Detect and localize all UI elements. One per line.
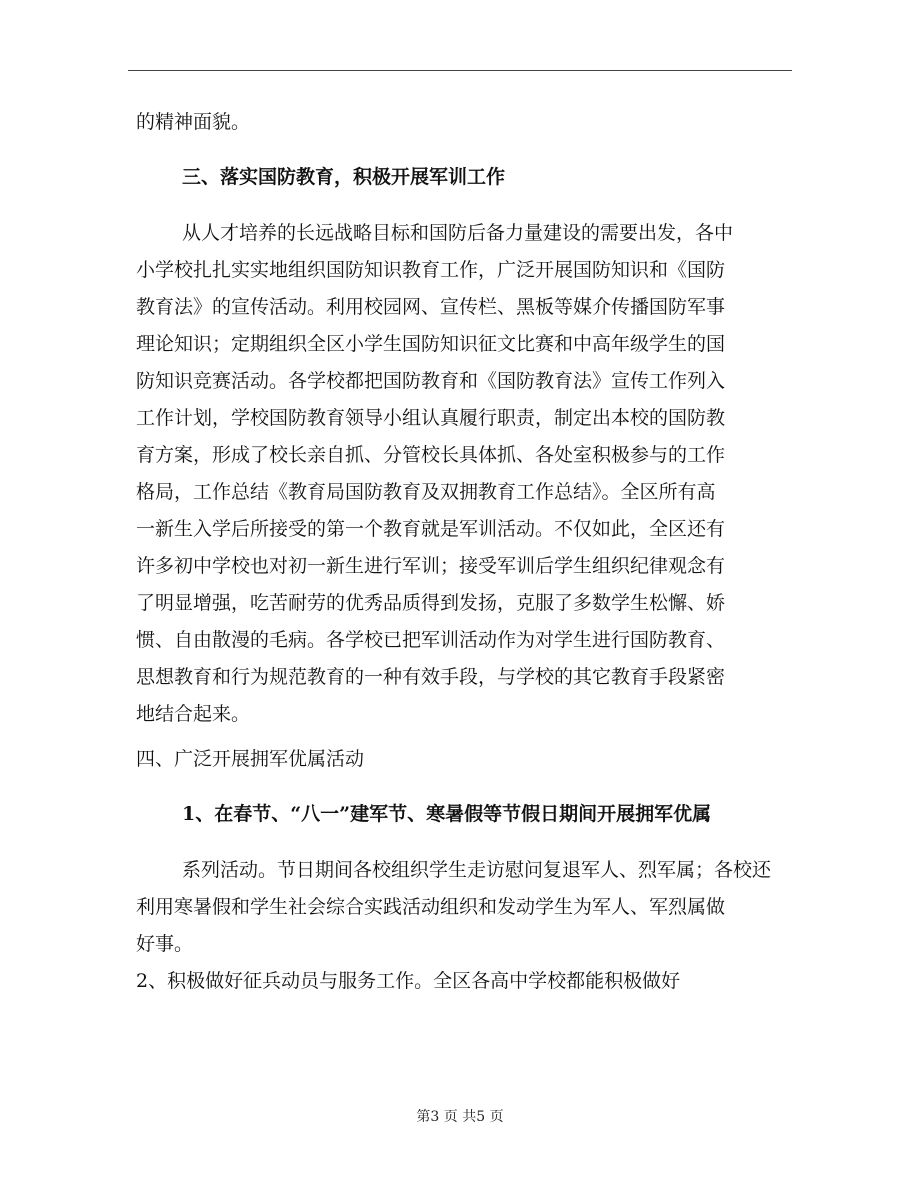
text-line: 教育法》的宣传活动。利用校园网、宣传栏、黑板等媒介传播国防军事	[136, 296, 726, 318]
section-heading: 1、在春节、“八一”建军节、寒暑假等节假日期间开展拥军优属	[182, 803, 712, 825]
text-line: 育方案，形成了校长亲自抓、分管校长具体抓、各处室积极参与的工作	[136, 444, 726, 466]
text-line: 工作计划，学校国防教育领导小组认真履行职责，制定出本校的国防教	[136, 407, 726, 429]
text-line: 小学校扎扎实实地组织国防知识教育工作，广泛开展国防知识和《国防	[136, 259, 726, 281]
paragraph-first-line: 从人才培养的长远战略目标和国防后备力量建设的需要出发，各中	[182, 222, 734, 244]
text-line: 四、广泛开展拥军优属活动	[136, 748, 365, 770]
text-line: 惯、自由散漫的毛病。各学校已把军训活动作为对学生进行国防教育、	[136, 629, 726, 651]
page-footer: 第3 页 共5 页	[416, 1109, 504, 1125]
text-line: 的精神面貌。	[136, 111, 251, 133]
text-line: 利用寒暑假和学生社会综合实践活动组织和发动学生为军人、军烈属做	[136, 896, 726, 918]
text-line: 了明显增强，吃苦耐劳的优秀品质得到发扬，克服了多数学生松懈、娇	[136, 592, 726, 614]
header-rule	[128, 70, 792, 71]
text-line: 思想教育和行为规范教育的一种有效手段，与学校的其它教育手段紧密	[136, 666, 726, 688]
text-line: 许多初中学校也对初一新生进行军训；接受军训后学生组织纪律观念有	[136, 555, 726, 577]
text-line: 地结合起来。	[136, 703, 251, 725]
section-heading: 三、落实国防教育，积极开展军训工作	[182, 166, 506, 188]
text-line: 防知识竞赛活动。各学校都把国防教育和《国防教育法》宣传工作列入	[136, 370, 726, 392]
text-line: 格局，工作总结《教育局国防教育及双拥教育工作总结》。全区所有高	[136, 481, 716, 503]
text-line: 理论知识；定期组织全区小学生国防知识征文比赛和中高年级学生的国	[136, 333, 726, 355]
text-line: 一新生入学后所接受的第一个教育就是军训活动。不仅如此，全区还有	[136, 518, 726, 540]
text-line: 2、积极做好征兵动员与服务工作。全区各高中学校都能积极做好	[136, 970, 681, 992]
paragraph-first-line: 系列活动。节日期间各校组织学生走访慰问复退军人、烈军属；各校还	[182, 859, 772, 881]
text-line: 好事。	[136, 933, 194, 955]
